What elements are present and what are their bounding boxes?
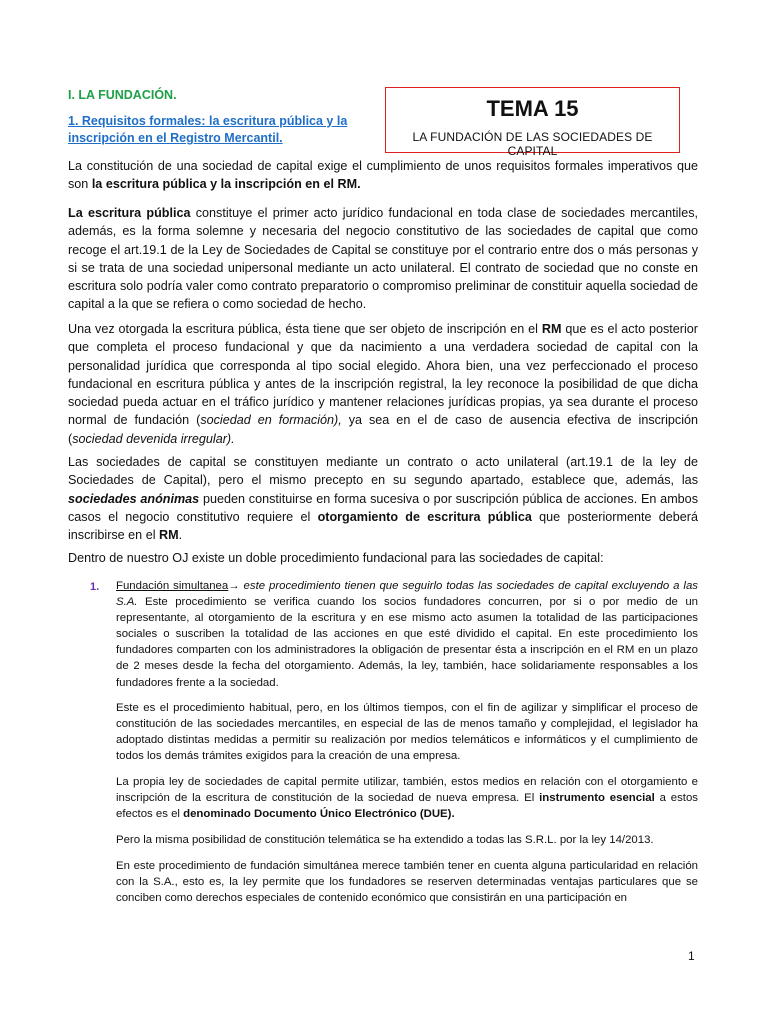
text-run: a estos efectos es el (116, 792, 698, 821)
text-run: constituye el primer acto jurídico fundacional en toda clase de sociedades mercantiles, además, es la forma solemne y necesaria del negocio constitutivo de las sociedades de capital que como recoge el art.19.1 de la Ley de Sociedades de Capital se constituye por el contrario entre dos o más personas y si se trata de una sociedad unipersonal mediante un acto unilateral. El contrato de sociedad que no conste en escritura solo podría valer como contrato preparatorio o compromiso preliminar de constituir aquella sociedad de capital a la que se refiera o como sociedad de hecho. (68, 206, 698, 312)
underlined-run: Fundación simultanea (116, 580, 229, 592)
text-run: . (178, 528, 183, 543)
bold-run: RM (159, 528, 179, 543)
list-item-1 (116, 578, 698, 691)
text-run: Una vez otorgada la escritura pública, ésta tiene que ser objeto de inscripción en el (68, 322, 542, 336)
subparagraph-3 (116, 774, 698, 822)
bold-run: denominado Documento Único Electrónico (DUE). (183, 808, 455, 821)
list-number: 1. (90, 581, 100, 593)
text-run: La constitución de una sociedad de capital exige el cumplimiento de unos requisitos formales imperativos que son (68, 159, 698, 192)
paragraph-5: Dentro de nuestro OJ existe un doble procedimiento fundacional para las sociedades de capital: (68, 551, 604, 565)
page-number: 1 (688, 949, 695, 963)
topic-title-box (385, 87, 680, 158)
text-run: La propia ley de sociedades de capital permite utilizar, también, estos medios en relación con el otorgamiento e inscripción de la escritura de constitución de la sociedad de nueva empresa. El (116, 776, 698, 805)
topic-subtitle: LA FUNDACIÓN DE LAS SOCIEDADES DE CAPITAL (412, 130, 653, 158)
subparagraph-5: En este procedimiento de fundación simultánea merece también tener en cuenta alguna particularidad en relación con la S.A., esto es, la ley permite que los fundadores se reserven determinadas ventajas particulares que se conciben como derechos especiales de contenido económico que consistirán en una participación en (116, 860, 698, 905)
subsection-heading: 1. Requisitos formales: la escritura pública y la inscripción en el Registro Mercantil. (68, 114, 348, 145)
bold-italic-run: sociedades anónimas (68, 491, 200, 506)
bold-run: RM (541, 322, 562, 336)
bold-run: instrumento esencial (539, 792, 655, 805)
paragraph-1 (68, 157, 698, 194)
text-run: Este procedimiento se verifica cuando los socios fundadores concurren, por si o por medio de un representante, al otorgamiento de la escritura y en ese mismo acto asumen la totalidad de las participaciones sociales o suscriben la totalidad de las acciones en que esté dividido el capital. En este procedimiento los fundadores comparten con los administradores la obligación de presentar ésta a inscripción en el RM en un plazo de 2 meses desde la fecha del otorgamiento. Además, la ley, también, hace solidariamente responsables a los fundadores frente a la sociedad. (116, 596, 698, 689)
text-run: ya sea en el de caso de ausencia efectiva de inscripción ( (68, 413, 699, 446)
italic-run: este procedimiento tienen que seguirlo todas las sociedades de capital excluyendo a las S.A. (116, 580, 698, 609)
section-heading: I. LA FUNDACIÓN. (68, 88, 177, 102)
bold-run: la escritura pública y la inscripción en el RM. (91, 177, 361, 192)
paragraph-2 (68, 204, 698, 314)
bold-run: otorgamiento de escritura pública (317, 509, 532, 524)
italic-run: sociedad en formación), (200, 413, 342, 428)
paragraph-3 (68, 320, 698, 448)
text-run: Las sociedades de capital se constituyen mediante un contrato o acto unilateral (art.19.1 de la ley de Sociedades de Capital), pero el mismo precepto en su segundo apartado, establece que, además, las (68, 455, 698, 488)
paragraph-4 (68, 453, 698, 544)
topic-number: TEMA 15 (486, 96, 579, 121)
subparagraph-2: Este es el procedimiento habitual, pero, en los últimos tiempos, con el fin de agilizar y simplificar el proceso de constitución de las sociedades mercantiles, en especial de las de menos tamaño y complejidad, el legislador ha adoptado distintas medidas a permitir su realización por medios telemáticos e informáticos y el cumplimiento de todos los demás trámites exigidos para la creación de una empresa. (116, 702, 698, 763)
bold-run: La escritura pública (68, 206, 191, 220)
italic-run: sociedad devenida irregular). (72, 431, 235, 446)
arrow-icon: → (228, 580, 240, 592)
text-run: que es el acto posterior que completa el proceso fundacional y que da nacimiento a una verdadera sociedad de capital con la personalidad jurídica que corresponda al tipo social elegido. Ahora bien, una vez perfeccionado el proceso fundacional en escritura pública y antes de la inscripción registral, la ley reconoce la posibilidad de que dicha sociedad pueda actuar en el tráfico jurídico y mantener relaciones jurídicas propias, ya sea durante el proceso normal de fundación ( (68, 322, 698, 428)
text-run: que posteriormente deberá inscribirse en el (68, 509, 698, 543)
subparagraph-4: Pero la misma posibilidad de constitución telemática se ha extendido a todas las S.R.L. por la ley 14/2013. (116, 834, 654, 846)
text-run: pueden constituirse en forma sucesiva o por suscripción pública de acciones. En ambos casos el negocio constitutivo requiere el (68, 491, 698, 524)
